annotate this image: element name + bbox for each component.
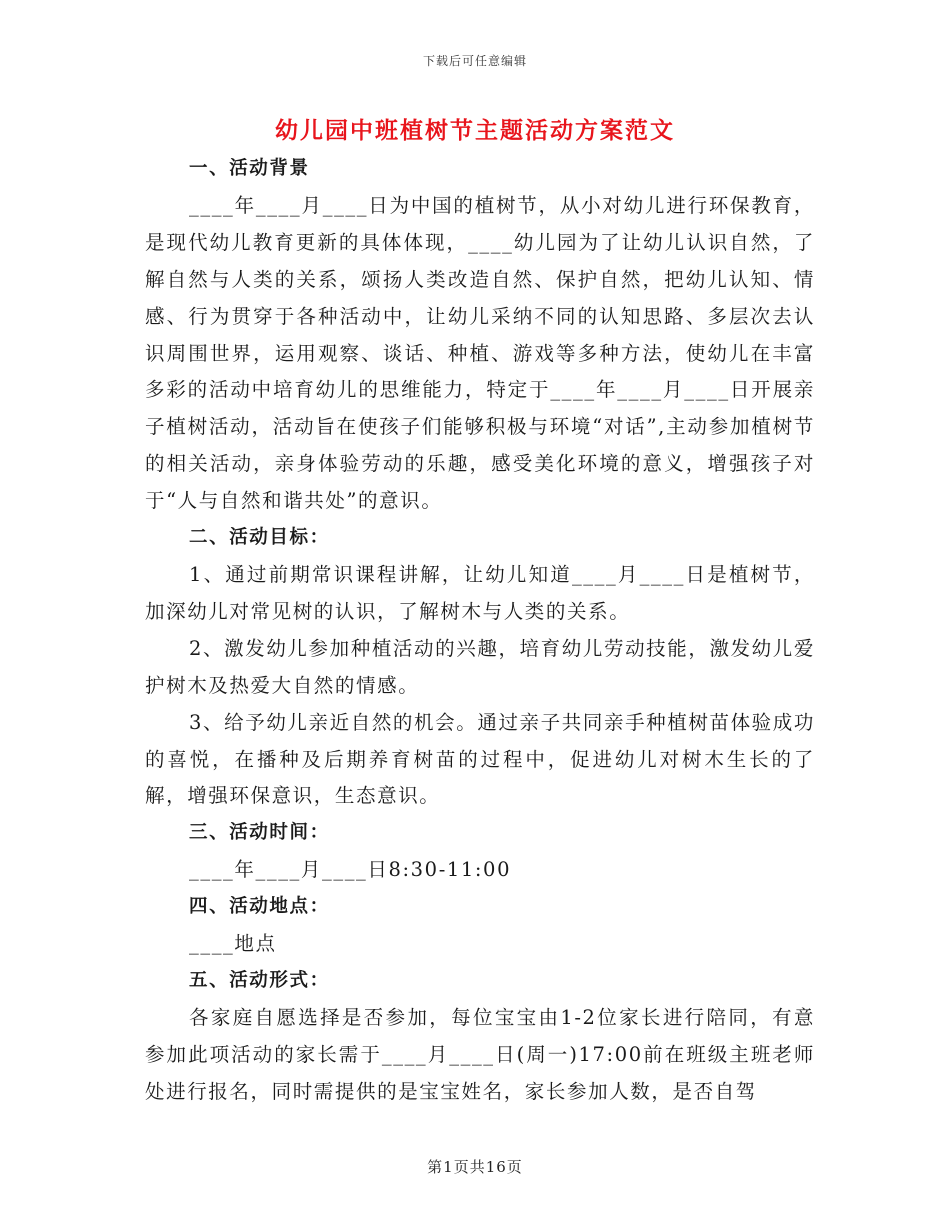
section-body-format: 各家庭自愿选择是否参加，每位宝宝由1-2位家长进行陪同，有意参加此项活动的家长需于____月____日(周一)17:00前在班级主班老师处进行报名，同时需提供的是宝宝姓名，家长参加人数，是否自驾 (145, 1005, 815, 1103)
section-heading-goals: 二、活动目标： (189, 527, 330, 549)
goal-item-3: 3、给予幼儿亲近自然的机会。通过亲子共同亲手种植树苗体验成功的喜悦，在播种及后期养育树苗的过程中，促进幼儿对树木生长的了解，增强环保意识，生态意识。 (145, 710, 815, 808)
document-title: 幼儿园中班植树节主题活动方案范文 (275, 118, 675, 144)
section-heading-background: 一、活动背景 (189, 158, 310, 179)
goal-item-1: 1、通过前期常识课程讲解，让幼儿知道____月____日是植树节，加深幼儿对常见树的认识，了解树木与人类的关系。 (145, 562, 815, 623)
goal-item-2: 2、激发幼儿参加种植活动的兴趣，培育幼儿劳动技能，激发幼儿爱护树木及热爱大自然的情感。 (145, 636, 815, 697)
section-heading-format: 五、活动形式： (189, 969, 330, 991)
section-heading-time: 三、活动时间： (189, 822, 330, 844)
page-footer-page-number: 第1页共16页 (427, 1158, 523, 1176)
section-heading-location: 四、活动地点： (189, 896, 330, 918)
document-body (145, 151, 815, 1111)
section-body-background: ____年____月____日为中国的植树节，从小对幼儿进行环保教育，是现代幼儿教育更新的具体体现，____幼儿园为了让幼儿认识自然，了解自然与人类的关系，颂扬人类改造自然、保护自然，把幼儿认知、情感、行为贯穿于各种活动中，让幼儿采纳不同的认知思路、多层次去认识周围世界，运用观察、谈话、种植、游戏等多种方法，使幼儿在丰富多彩的活动中培育幼儿的思维能力，特定于____年____月____日开展亲子植树活动，活动旨在使孩子们能够积极与环境“对话”,主动参加植树节的相关活动，亲身体验劳动的乐趣，感受美化环境的意义，增强孩子对于“人与自然和谐共处”的意识。 (145, 193, 815, 513)
section-body-time: ____年____月____日8:30-11:00 (189, 858, 512, 882)
page-header-note: 下载后可任意编辑 (422, 54, 527, 68)
section-body-location: ____地点 (189, 932, 277, 956)
